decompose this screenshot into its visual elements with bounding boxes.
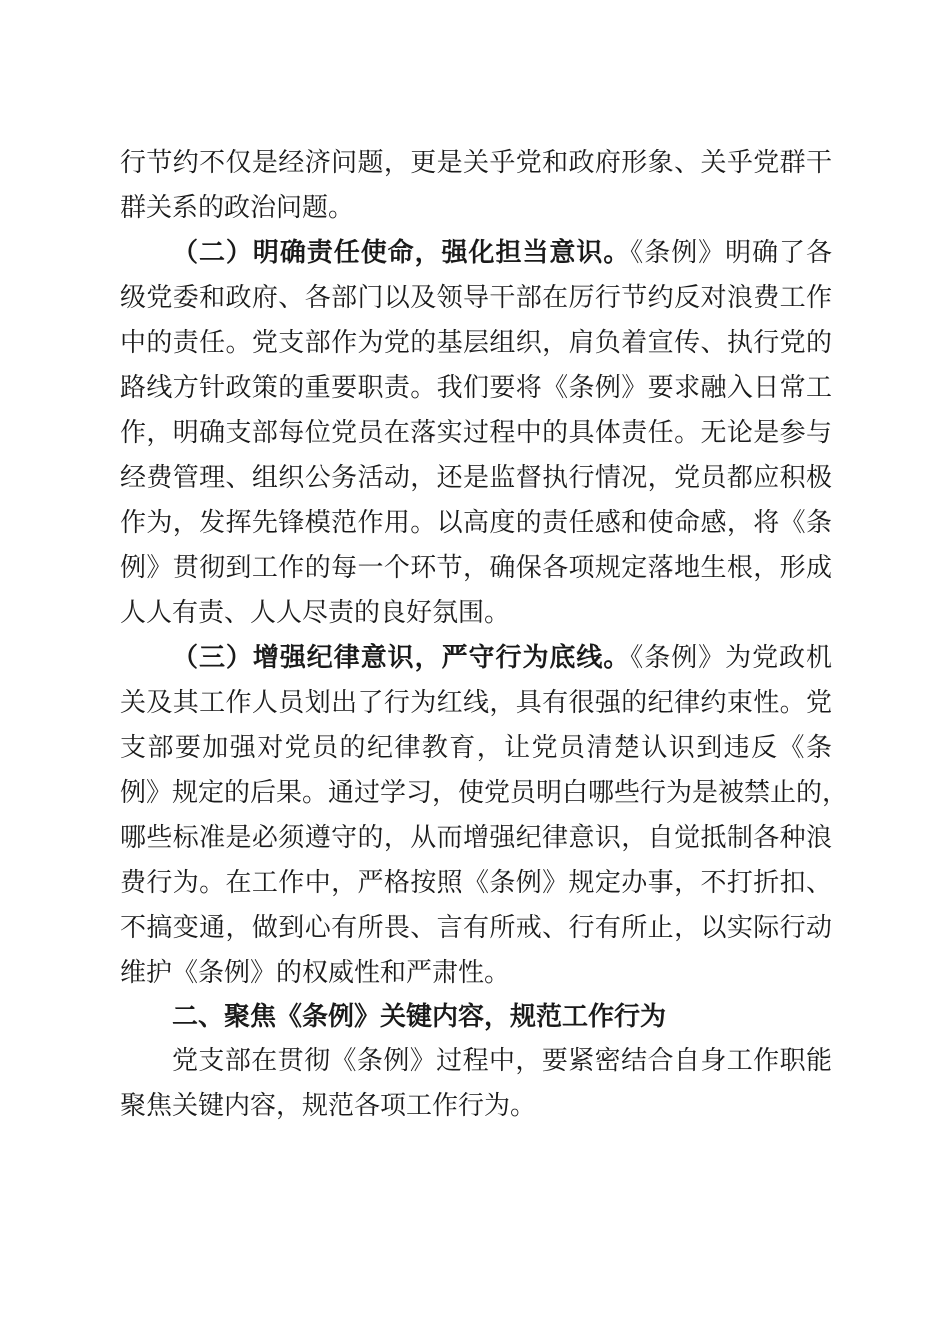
text-span: 《条例》为党政机: [630, 643, 832, 673]
section-heading: 二、聚焦《条例》关键内容，规范工作行为: [172, 1002, 667, 1032]
text-line: 费行为。在工作中，严格按照《条例》规定办事，不打折扣、: [120, 868, 832, 898]
paragraph-heading-line: [172, 236, 832, 270]
text-line: 行节约不仅是经济问题，更是关乎党和政府形象、关乎党群干: [120, 148, 832, 178]
text-line: 路线方针政策的重要职责。我们要将《条例》要求融入日常工: [120, 373, 832, 403]
text-line: 级党委和政府、各部门以及领导干部在厉行节约反对浪费工作: [120, 283, 832, 313]
subsection-heading: （三）增强纪律意识，严守行为底线。: [172, 643, 631, 673]
text-line: 经费管理、组织公务活动，还是监督执行情况，党员都应积极: [120, 463, 832, 493]
text-line: 作，明确支部每位党员在落实过程中的具体责任。无论是参与: [120, 418, 832, 448]
text-line: 党支部在贯彻《条例》过程中，要紧密结合自身工作职能: [172, 1046, 832, 1076]
text-line: 例》贯彻到工作的每一个环节，确保各项规定落地生根，形成: [120, 553, 832, 583]
text-line: 人人有责、人人尽责的良好氛围。: [120, 598, 511, 628]
text-line: 哪些标准是必须遵守的，从而增强纪律意识，自觉抵制各种浪: [120, 823, 832, 853]
subsection-heading: （二）明确责任使命，强化担当意识。: [172, 238, 631, 268]
text-line: 支部要加强对党员的纪律教育，让党员清楚认识到违反《条: [120, 733, 832, 763]
text-span: 《条例》明确了各: [630, 238, 832, 268]
text-line: 聚焦关键内容，规范各项工作行为。: [120, 1091, 537, 1121]
text-line: 群关系的政治问题。: [120, 193, 355, 223]
text-line: 关及其工作人员划出了行为红线，具有很强的纪律约束性。党: [120, 688, 832, 718]
text-line: 不搞变通，做到心有所畏、言有所戒、行有所止，以实际行动: [120, 913, 832, 943]
text-line: 维护《条例》的权威性和严肃性。: [120, 958, 511, 988]
text-line: 作为，发挥先锋模范作用。以高度的责任感和使命感，将《条: [120, 508, 832, 538]
text-line: 中的责任。党支部作为党的基层组织，肩负着宣传、执行党的: [120, 328, 832, 358]
text-line: 例》规定的后果。通过学习，使党员明白哪些行为是被禁止的，: [120, 778, 849, 808]
paragraph-heading-line: [172, 641, 832, 675]
